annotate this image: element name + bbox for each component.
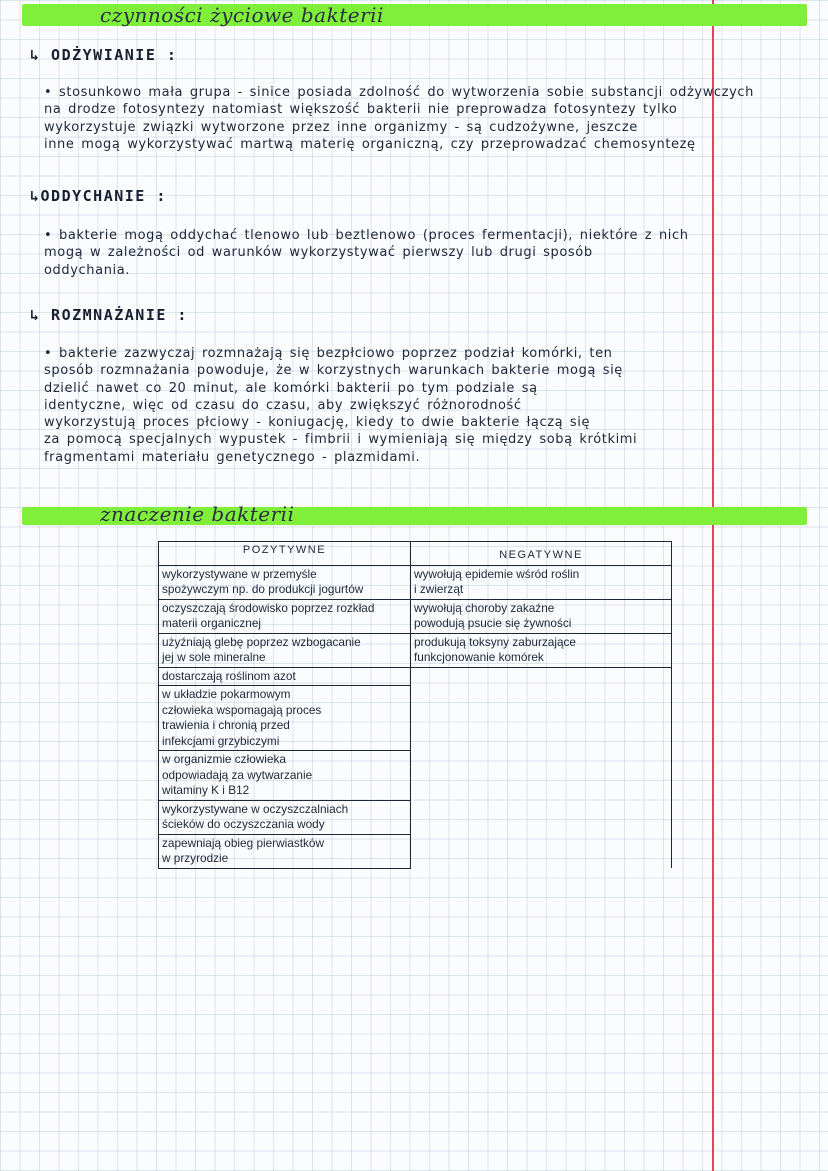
paragraph-odzywianie [44,84,754,153]
cell-text-line: produkują toksyny zaburzające [414,634,576,649]
cell-text-line: w organizmie człowieka [162,752,286,766]
negative-empty-cell [411,667,672,868]
negative-cell [411,565,672,599]
table-row [159,633,672,667]
cell-text-line: człowieka wspomagają proces [162,702,322,717]
cell-text-line: w układzie pokarmowym [162,687,291,701]
text-line: mogą w zależności od warunków wykorzystywać pierwszy lub drugi sposób [44,245,593,261]
text-line: fragmentami materiału genetycznego - plazmidami. [44,449,421,465]
cell-text-line: wykorzystywane w oczyszczalniach [162,801,349,816]
cell-text-line: ścieków do oczyszczania wody [162,817,325,831]
cell-text-line: wywołują epidemie wśród roślin [414,566,580,581]
heading-odzywianie: ↳ ODŻYWIANIE : [30,46,178,64]
cell-text-line: oczyszczają środowisko poprzez rozkład [162,600,375,615]
header-negative: NEGATYWNE [411,542,672,566]
cell-text-line: materii organicznej [162,616,262,630]
cell-text-line: dostarczają roślinom azot [162,668,296,683]
positive-cell [159,751,411,801]
cell-text-line: trawienia i chronią przed [162,718,290,732]
negative-cell [411,633,672,667]
margin-line [712,0,714,1171]
page-title: czynności życiowe bakterii [100,3,384,27]
text-line: wykorzystuje związki wytworzone przez inne organizmy - są cudzożywne, jeszcze [44,119,638,135]
text-line: identyczne, więc od czasu do czasu, aby zwiększyć różnorodność [44,397,522,413]
negative-cell [411,599,672,633]
cell-text-line: odpowiadają za wytwarzanie [162,767,313,782]
cell-text-line: spożywczym np. do produkcji jogurtów [162,582,364,596]
text-line: sposób rozmnażania powoduje, że w korzystnych warunkach bakterie mogą się [44,363,623,379]
positive-cell [159,633,411,667]
cell-text-line: użyźniają glebę poprzez wzbogacanie [162,634,361,649]
cell-text-line: powodują psucie się żywności [414,616,572,630]
cell-text-line: wykorzystywane w przemyśle [162,566,317,581]
table-row [159,667,672,686]
significance-table [158,541,672,869]
text-line: za pomocą specjalnych wypustek - fimbrii i wymieniają się między sobą krótkimi [44,432,638,448]
positive-cell [159,565,411,599]
subtitle: znaczenie bakterii [100,502,295,526]
text-line: • bakterie zazwyczaj rozmnażają się bezpłciowo poprzez podział komórki, ten [44,346,613,361]
table-row [159,599,672,633]
table-row [159,565,672,599]
positive-cell [159,800,411,834]
header-positive: POZYTYWNE [159,542,411,566]
text-line: • stosunkowo mała grupa - sinice posiada zdolność do wytworzenia sobie substancji odżywczych [44,85,754,100]
heading-rozmnazanie: ↳ ROZMNAŻANIE : [30,306,188,324]
text-line: oddychania. [44,262,131,278]
cell-text-line: w przyrodzie [162,851,229,865]
paragraph-rozmnazanie [44,345,637,466]
positive-cell [159,599,411,633]
cell-text-line: infekcjami grzybiczymi [162,733,280,748]
cell-text-line: jej w sole mineralne [162,650,266,664]
text-line: inne mogą wykorzystywać martwą materię organiczną, czy przeprowadzać chemosyntezę [44,136,696,152]
cell-text-line: zapewniają obieg pierwiastków [162,835,324,850]
cell-text-line: wywołują choroby zakaźne [414,600,555,615]
cell-text-line: witaminy K i B12 [162,783,250,797]
positive-cell [159,834,411,868]
text-line: • bakterie mogą oddychać tlenowo lub beztlenowo (proces fermentacji), niektóre z nich [44,228,689,243]
text-line: dzielić nawet co 20 minut, ale komórki bakterii po tym podziale są [44,380,538,396]
text-line: wykorzystują proces płciowy - koniugację, kiedy to dwie bakterie łączą się [44,415,591,431]
positive-cell [159,686,411,751]
heading-oddychanie: ↳ODDYCHANIE : [30,187,167,205]
text-line: na drodze fotosyntezy natomiast większość bakterii nie preprowadza fotosyntezy tylko [44,102,678,118]
cell-text-line: i zwierząt [414,582,464,596]
cell-text-line: funkcjonowanie komórek [414,650,544,664]
positive-cell [159,667,411,686]
paragraph-oddychanie [44,227,689,279]
